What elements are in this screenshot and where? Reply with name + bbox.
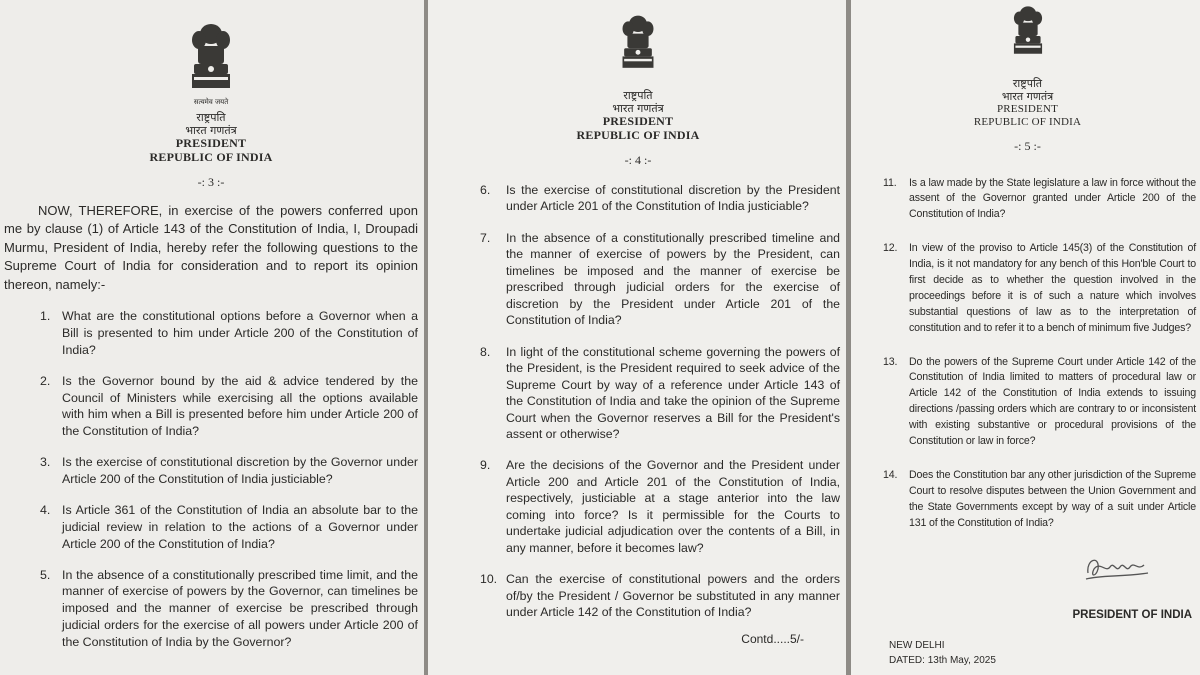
place-date bbox=[859, 639, 1196, 668]
question-number: 11. bbox=[883, 176, 897, 189]
page-number: -: 4 :- bbox=[624, 152, 652, 167]
question-text: Is the exercise of constitutional discretion by the President under Article 201 of the Constitution of India justiciable? bbox=[506, 182, 840, 214]
question-item bbox=[4, 454, 418, 488]
state-emblem-icon bbox=[184, 20, 238, 100]
question-number: 12. bbox=[883, 242, 898, 255]
signatory-title: PRESIDENT OF INDIA bbox=[1072, 609, 1192, 622]
question-text: Are the decisions of the Governor and the President under Article 200 and Article 201 of the Constitution of India, respectively, justiciable at a stage anterior into the law coming into force? Is it permissible for the Courts to undertake judicial adjudication over the contents of a Bill, in any manner, before it becomes law? bbox=[506, 458, 840, 555]
question-number: 10. bbox=[480, 572, 498, 587]
question-item bbox=[436, 571, 840, 620]
letter-page-4 bbox=[428, 0, 846, 675]
question-item bbox=[4, 373, 418, 440]
question-number: 5. bbox=[40, 567, 51, 582]
question-item bbox=[4, 502, 418, 553]
question-text: Can the exercise of constitutional powers and the orders of/by the President / Governor be substituted in any manner under Article 142 of the Constitution of India? bbox=[506, 572, 840, 620]
question-item bbox=[4, 308, 418, 359]
place: NEW DELHI bbox=[889, 640, 945, 652]
question-item bbox=[4, 567, 418, 651]
question-text: Is the exercise of constitutional discretion by the Governor under Article 200 of the Constitution of India justiciable? bbox=[62, 455, 418, 487]
question-item bbox=[859, 176, 1196, 224]
hindi-title: राष्ट्रपति bbox=[196, 111, 226, 125]
letter-page-5 bbox=[851, 0, 1200, 675]
question-text: In view of the proviso to Article 145(3) of the Constitution of India, is it not mandatory for any bench of this Hon'ble Court to first decide as to whether the question involved in the proceedings before it is of such a nature which involves substantial questions of law as to the interpretation of constitution and to refer it to a bench of minimum five Judges? bbox=[909, 242, 1196, 334]
question-number: 9. bbox=[480, 458, 491, 473]
letterhead-subtitle: REPUBLIC OF INDIA bbox=[576, 128, 700, 143]
page-number: -: 3 :- bbox=[197, 174, 225, 189]
letterhead-title: PRESIDENT bbox=[602, 114, 674, 129]
reference-intro: NOW, THEREFORE, in exercise of the powers conferred upon me by clause (1) of Article 143 of the Constitution of India, I, Droupadi Murmu, President of India, hereby refer the following questions to the Supreme Court of India for consideration and to report its opinion thereon, namely:- bbox=[4, 202, 418, 292]
signature-mark bbox=[1082, 551, 1152, 585]
question-text: Do the powers of the Supreme Court under Article 142 of the Constitution of India limited to matters of procedural law or Article 142 of the Constitution of India extends to issuing directions /passing orders which are contrary to or inconsistent with existing substantive or procedural provisions of the Constitution or law in force? bbox=[909, 355, 1196, 448]
question-item bbox=[436, 230, 840, 329]
letterhead bbox=[859, 78, 1196, 129]
continued-note: Contd.....5/- bbox=[741, 631, 804, 646]
question-item bbox=[859, 468, 1196, 532]
letterhead-title: PRESIDENT bbox=[175, 136, 247, 151]
question-text: What are the constitutional options before a Governor when a Bill is presented to him under Article 200 of the Constitution of India? bbox=[62, 309, 418, 357]
question-text: Is Article 361 of the Constitution of India an absolute bar to the judicial review in relation to the actions of a Governor under Article 200 of the Constitution of India? bbox=[62, 502, 418, 551]
question-text: Does the Constitution bar any other jurisdiction of the Supreme Court to resolve disputes between the Union Government and the State Governments except by way of a suit under Article 131 of the Constitution of India? bbox=[909, 468, 1196, 529]
date: DATED: 13th May, 2025 bbox=[889, 654, 996, 666]
hindi-subtitle: भारत गणतंत्र bbox=[612, 101, 664, 115]
question-item bbox=[859, 241, 1196, 336]
question-number: 14. bbox=[883, 468, 898, 481]
question-number: 13. bbox=[883, 355, 898, 368]
question-text: In the absence of a constitutionally prescribed timeline and the manner of exercise of powers by the President, can timelines be imposed and the manner of exercise be prescribed through judicial orders for the exercise of discretion by the President under Article 201 of the Constitution of India? bbox=[506, 230, 840, 328]
hindi-subtitle: भारत गणतंत्र bbox=[1001, 89, 1054, 103]
signature-area bbox=[859, 549, 1196, 609]
question-text: In the absence of a constitutionally prescribed time limit, and the manner of exercise of powers by the Governor, can timelines be imposed and the manner of exercise be prescribed through judicial orders for the exercise of all powers under Article 200 of the Constitution of India by the Governor? bbox=[62, 567, 418, 649]
question-item bbox=[436, 457, 840, 556]
hindi-title: राष्ट्रपति bbox=[1012, 77, 1043, 90]
question-number: 2. bbox=[40, 373, 51, 388]
letterhead-subtitle: REPUBLIC OF INDIA bbox=[973, 115, 1082, 128]
question-item bbox=[436, 182, 840, 215]
letter-page-3 bbox=[0, 0, 424, 675]
question-number: 1. bbox=[40, 309, 51, 324]
question-number: 3. bbox=[40, 455, 51, 470]
page-number: -: 5 :- bbox=[1014, 138, 1041, 153]
letterhead-subtitle: REPUBLIC OF INDIA bbox=[149, 150, 273, 165]
question-number: 7. bbox=[480, 230, 491, 245]
question-text: In light of the constitutional scheme governing the powers of the President, is the President required to seek advice of the Supreme Court by way of a reference under Article 143 of the Constitution of India and take the opinion of the Supreme Court when the Governor reserves a Bill for the President's assent or otherwise? bbox=[506, 344, 840, 441]
hindi-subtitle: भारत गणतंत्र bbox=[185, 123, 237, 137]
emblem-motto: सत्यमेव जयते bbox=[193, 98, 229, 106]
state-emblem-icon bbox=[616, 10, 660, 80]
question-text: Is the Governor bound by the aid & advice tendered by the Council of Ministers while exercising all the options available with him when a Bill is presented before him under Article 200 of the Constitution of India? bbox=[62, 373, 418, 439]
question-item bbox=[436, 344, 840, 443]
question-text: Is a law made by the State legislature a law in force without the assent of the Governor granted under Article 200 of the Constitution of India? bbox=[909, 176, 1196, 221]
question-number: 8. bbox=[480, 344, 491, 359]
hindi-title: राष्ट्रपति bbox=[623, 89, 653, 102]
question-item bbox=[859, 355, 1196, 450]
question-number: 6. bbox=[480, 182, 491, 197]
question-number: 4. bbox=[40, 502, 51, 517]
letterhead-title: PRESIDENT bbox=[996, 103, 1059, 116]
state-emblem-icon bbox=[1008, 0, 1048, 66]
letterhead bbox=[4, 98, 418, 165]
letterhead bbox=[436, 90, 840, 143]
